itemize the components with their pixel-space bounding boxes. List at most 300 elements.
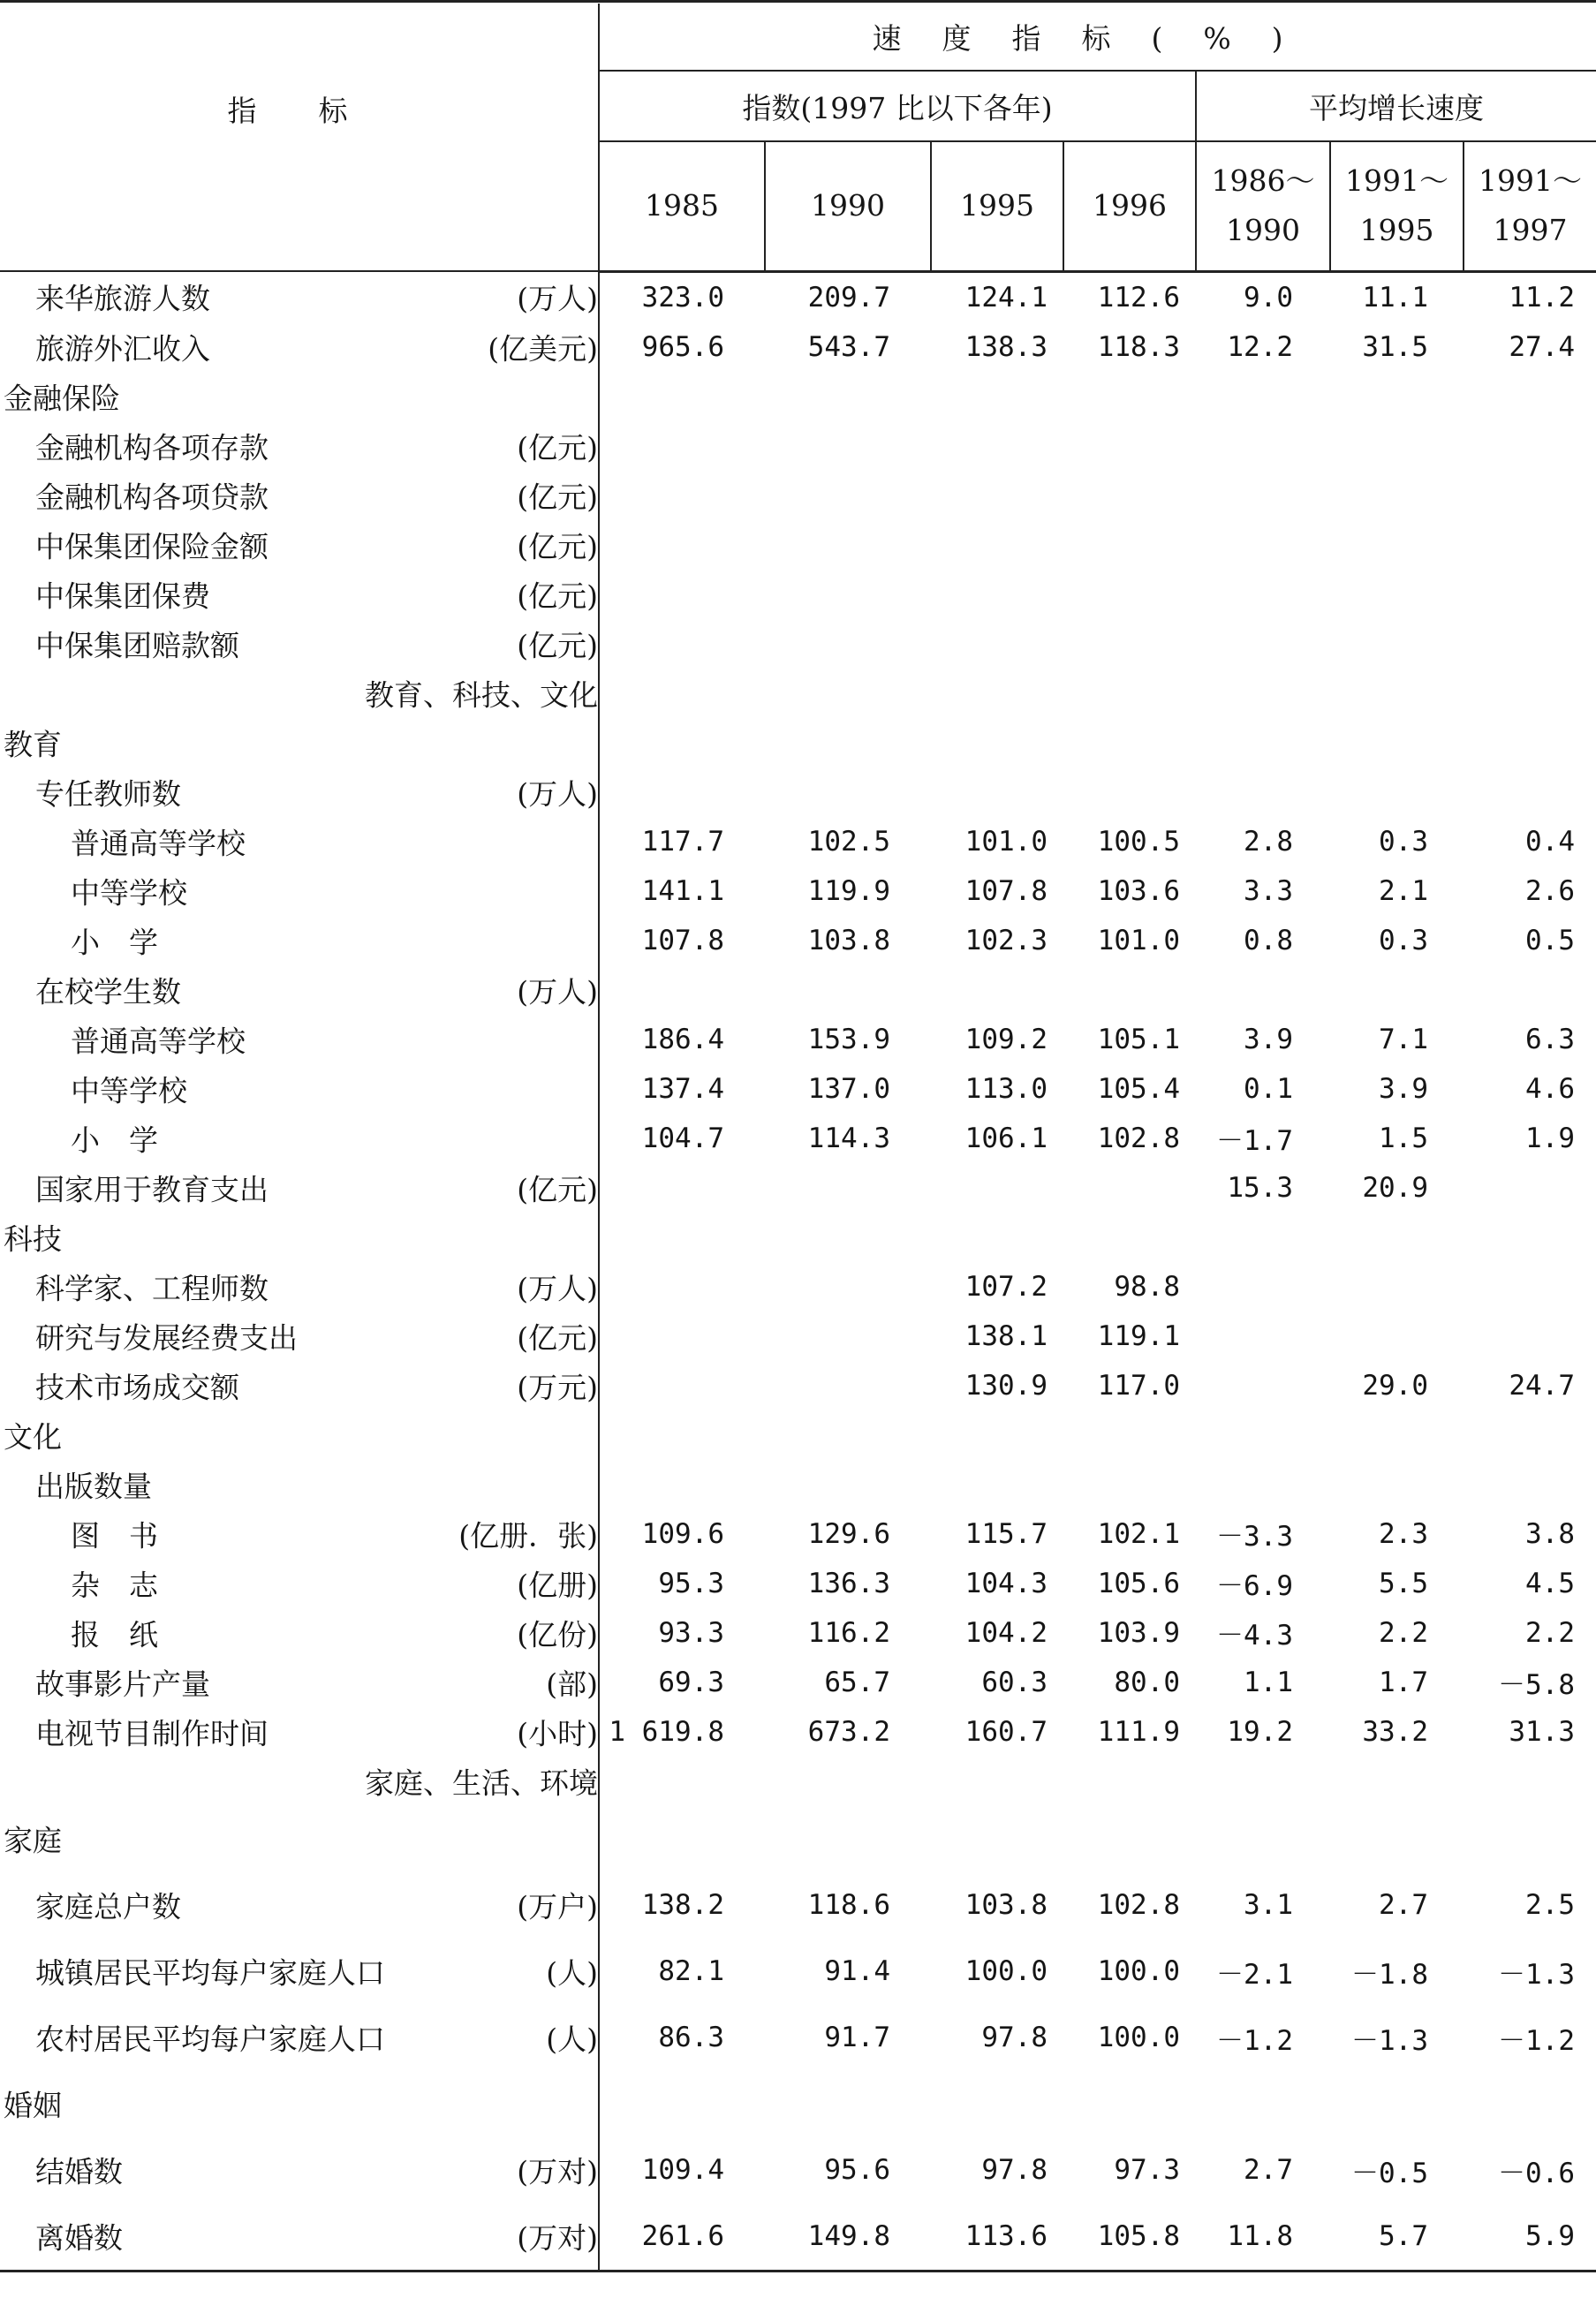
index-value-cell [765,471,931,520]
growth-value-cell: 11.8 [1196,2204,1330,2272]
index-value-cell: 109.6 [641,1517,724,1550]
growth-value-cell [1464,669,1596,718]
growth-value-cell [1330,2071,1464,2137]
index-value-cell [599,1361,765,1410]
growth-value-cell: 2.5 [1525,1889,1576,1921]
growth-value-cell: 11.1 [1362,281,1428,314]
growth-value-cell: 1.1 [1244,1666,1293,1698]
table-row [0,1806,1596,1872]
indicator-cell [0,1312,599,1361]
growth-value-cell: 4.6 [1525,1072,1576,1105]
index-value-cell: 82.1 [658,1955,724,1987]
index-value-cell [1063,1806,1196,1872]
indicator-cell [0,619,599,669]
growth-value-cell: 9.0 [1244,281,1293,314]
index-value-cell: 107.8 [964,874,1048,907]
index-value-cell: 104.7 [641,1122,724,1154]
growth-value-cell: －6.9 [1216,1570,1293,1602]
indicator-cell [0,817,599,866]
indicator-unit: (万元) [517,1370,598,1404]
table-row [0,271,1596,322]
growth-value-cell [1330,471,1464,520]
index-value-cell: 113.6 [931,2204,1063,2272]
growth-value-cell: 2.3 [1379,1517,1428,1550]
index-value-cell: 69.3 [658,1666,724,1698]
growth-value-cell: 2.7 [1244,2154,1293,2186]
index-value-cell: 119.9 [807,874,890,907]
indicator-name: 旅游外汇收入 [35,331,210,366]
table-row [0,322,1596,372]
index-value-cell: 102.5 [807,825,890,858]
index-value-cell [931,1460,1063,1509]
indicator-unit: (万对) [517,2220,598,2256]
index-value-cell [931,1806,1063,1872]
indicator-name: 故事影片产量 [35,1667,210,1701]
index-value-cell [599,372,765,421]
index-value-cell [599,471,765,520]
index-value-cell [599,1262,765,1312]
growth-value-cell [1196,1312,1330,1361]
indicator-name: 结婚数 [35,2154,123,2189]
index-value-cell: 97.3 [1114,2154,1180,2186]
index-value-cell: 102.3 [964,924,1048,956]
index-value-cell: 105.8 [1063,2204,1196,2272]
indicator-unit: (部) [546,1667,598,1701]
index-value-cell [599,965,765,1015]
section-row [0,669,1596,718]
index-value-cell: 102.8 [1097,1122,1180,1154]
indicator-cell [0,1608,599,1658]
index-value-cell: 138.3 [964,330,1048,363]
table-row [0,570,1596,619]
indicator-unit: (亿册．张) [458,1518,598,1553]
index-value-cell: 115.7 [964,1517,1048,1550]
growth-value-cell [1330,1262,1464,1312]
index-value-cell: 673.2 [807,1715,890,1748]
growth-value-cell [1464,1163,1596,1213]
index-value-cell: 109.2 [964,1023,1048,1055]
index-value-cell: 113.0 [964,1072,1048,1105]
table-row [0,1015,1596,1064]
index-value-cell [931,1213,1063,1262]
growth-value-cell [1330,1757,1464,1806]
growth-value-cell: －2.1 [1216,1958,1293,1991]
growth-value-cell: －5.8 [1498,1669,1576,1701]
indicator-cell [0,520,599,570]
indicator-name: 教育 [4,727,62,761]
index-value-cell [931,570,1063,619]
growth-value-cell: 7.1 [1379,1023,1428,1055]
indicator-name: 出版数量 [35,1469,152,1503]
growth-value-cell [1196,520,1330,570]
indicator-cell [0,718,599,767]
growth-value-cell: 0.8 [1244,924,1293,956]
indicator-name: 金融保险 [4,381,120,415]
index-value-cell [1063,1460,1196,1509]
index-value-cell [765,520,931,570]
index-value-cell: 103.8 [807,924,890,956]
indicator-name: 离婚数 [35,2220,123,2256]
growth-value-cell: 0.3 [1379,924,1428,956]
growth-value-cell: 1.9 [1525,1122,1576,1154]
index-value-cell: 149.8 [765,2204,931,2272]
period-from: 1991～ [1345,163,1449,199]
indicator-cell [0,372,599,421]
section-title: 家庭、生活、环境 [365,1765,598,1800]
indicator-cell [0,965,599,1015]
period-to: 1995 [1359,213,1434,248]
table-row [0,1559,1596,1608]
index-value-cell [599,669,765,718]
index-value-cell [931,372,1063,421]
index-value-cell [1063,767,1196,817]
index-value-cell: 261.6 [599,2204,765,2272]
index-value-cell: 124.1 [964,281,1048,314]
indicator-name: 金融机构各项贷款 [35,480,269,514]
section-label-cell [0,1757,599,1806]
index-value-cell: 543.7 [807,330,890,363]
growth-value-cell [1330,520,1464,570]
table-top-rule [0,0,1596,3]
index-value-cell [599,1163,765,1213]
index-value-cell: 100.0 [1097,1955,1180,1987]
year-header-1990: 1990 [765,141,931,271]
index-value-cell: 101.0 [1097,924,1180,956]
growth-value-cell [1196,669,1330,718]
growth-value-cell [1196,1262,1330,1312]
period-header-1991-1997 [1464,141,1596,271]
period-to: 1990 [1226,213,1300,248]
growth-value-cell [1330,421,1464,471]
growth-value-cell [1196,767,1330,817]
indicator-cell [0,471,599,520]
index-value-cell: 102.8 [1097,1889,1180,1921]
indicator-name: 图 书 [71,1518,158,1553]
indicator-header [0,4,599,271]
indicator-cell [0,421,599,471]
table-row [0,2071,1596,2137]
indicator-name: 在校学生数 [35,974,181,1009]
index-value-cell [765,421,931,471]
growth-value-cell: 2.8 [1244,825,1293,858]
indicator-cell [0,1361,599,1410]
index-value-cell: 91.4 [824,1955,890,1987]
indicator-cell [0,2005,599,2071]
indicator-unit: (人) [546,2022,598,2057]
growth-value-cell [1464,619,1596,669]
indicator-cell [0,1509,599,1559]
indicator-unit: (亿元) [517,578,598,613]
growth-value-cell: 6.3 [1525,1023,1576,1055]
growth-value-cell [1330,570,1464,619]
indicator-name: 电视节目制作时间 [35,1716,269,1750]
index-value-cell: 60.3 [981,1666,1048,1698]
growth-value-cell: 31.5 [1362,330,1428,363]
index-value-cell [765,2071,931,2137]
growth-value-cell [1196,1460,1330,1509]
indicator-cell [0,1114,599,1163]
growth-value-cell: 2.6 [1525,874,1576,907]
growth-value-cell: 19.2 [1227,1715,1293,1748]
indicator-cell [0,1064,599,1114]
index-value-cell [765,1163,931,1213]
growth-value-cell: 33.2 [1362,1715,1428,1748]
indicator-unit: (万人) [517,281,598,316]
table-row [0,1939,1596,2005]
index-value-cell [1063,471,1196,520]
indicator-name: 中等学校 [71,1073,187,1107]
table-row [0,916,1596,965]
index-value-cell [599,570,765,619]
indicator-unit: (亿元) [517,628,598,662]
index-value-cell: 116.2 [807,1616,890,1649]
indicator-name: 杂 志 [71,1568,158,1602]
growth-value-cell [1196,1757,1330,1806]
growth-value-cell: 4.5 [1525,1567,1576,1599]
indicator-unit: (亿元) [517,430,598,465]
index-value-cell: 137.0 [807,1072,890,1105]
indicator-cell [0,1806,599,1872]
growth-value-cell [1196,421,1330,471]
growth-value-cell: 5.9 [1464,2204,1596,2272]
index-value-cell: 323.0 [641,281,724,314]
index-value-cell: 138.2 [641,1889,724,1921]
period-from: 1986～ [1211,163,1315,199]
indicator-unit: (亿份) [517,1617,598,1652]
index-value-cell: 91.7 [824,2022,890,2053]
index-value-cell [765,372,931,421]
growth-value-cell [1464,372,1596,421]
growth-value-cell: －1.7 [1216,1125,1293,1157]
growth-value-cell: 15.3 [1227,1171,1293,1204]
indicator-name: 小 学 [71,1123,158,1157]
growth-value-cell [1196,372,1330,421]
indicator-unit: (亿元) [517,529,598,563]
growth-value-cell: 2.7 [1379,1889,1428,1921]
growth-value-cell [1330,965,1464,1015]
growth-value-cell [1330,619,1464,669]
table-row [0,1707,1596,1757]
indicator-name: 金融机构各项存款 [35,430,269,465]
growth-value-cell [1196,965,1330,1015]
year-header-1985: 1985 [599,141,765,271]
index-value-cell [931,471,1063,520]
growth-value-cell: 3.9 [1379,1072,1428,1105]
index-value-cell: 136.3 [807,1567,890,1599]
index-value-cell [1063,570,1196,619]
growth-value-cell: 29.0 [1362,1369,1428,1402]
index-value-cell: 965.6 [641,330,724,363]
indicator-unit: (万人) [517,974,598,1009]
indicator-unit: (万对) [517,2154,598,2189]
growth-value-cell [1196,1410,1330,1460]
growth-value-cell [1464,965,1596,1015]
growth-value-cell: 0.4 [1525,825,1576,858]
growth-value-cell [1196,619,1330,669]
growth-value-cell [1330,372,1464,421]
indicator-cell [0,1707,599,1757]
growth-value-cell [1330,718,1464,767]
growth-value-cell [1464,767,1596,817]
index-value-cell: 100.0 [964,1955,1048,1987]
index-value-cell: 105.1 [1097,1023,1180,1055]
period-header-1991-1995 [1330,141,1464,271]
speed-indicator-title: 速度指标(%) [872,21,1324,56]
index-value-cell [1063,1163,1196,1213]
indicator-cell [0,1213,599,1262]
index-value-cell: 103.9 [1097,1616,1180,1649]
period-to: 1997 [1493,213,1568,248]
indicator-cell [0,2204,599,2272]
indicator-name: 家庭总户数 [35,1889,181,1924]
indicator-name: 中保集团赔款额 [35,628,239,662]
index-value-cell: 97.8 [981,2022,1048,2053]
table-row [0,1064,1596,1114]
indicator-name: 国家用于教育支出 [35,1172,269,1206]
growth-value-cell [1464,1757,1596,1806]
indicator-cell [0,1410,599,1460]
indicator-name: 中保集团保险金额 [35,529,269,563]
growth-value-cell [1330,1460,1464,1509]
table-row [0,1872,1596,1939]
growth-value-cell [1196,2071,1330,2137]
indicator-cell [0,1015,599,1064]
growth-value-cell [1196,718,1330,767]
indicator-name: 婚姻 [4,2088,62,2123]
index-value-cell: 107.8 [641,924,724,956]
index-value-cell [1063,1410,1196,1460]
index-value-cell: 117.7 [641,825,724,858]
table-row [0,718,1596,767]
indicator-cell [0,322,599,372]
growth-value-cell: 0.1 [1244,1072,1293,1105]
index-value-cell [599,1312,765,1361]
indicator-name: 中等学校 [71,875,187,910]
index-value-cell: 111.9 [1097,1715,1180,1748]
index-value-cell [765,965,931,1015]
index-value-cell: 86.3 [658,2022,724,2053]
indicator-name: 来华旅游人数 [35,281,210,316]
indicator-unit: (亿册) [517,1568,598,1602]
index-value-cell: 137.4 [641,1072,724,1105]
index-value-cell [1063,965,1196,1015]
growth-value-cell: 2.2 [1379,1616,1428,1649]
indicator-unit: (小时) [517,1716,598,1750]
index-value-cell: 100.5 [1097,825,1180,858]
growth-value-cell: －1.2 [1216,2024,1293,2057]
indicator-unit: (万人) [517,1271,598,1305]
growth-value-cell [1464,1410,1596,1460]
growth-value-cell [1464,1460,1596,1509]
indicator-name: 报 纸 [71,1617,158,1652]
year-header-1996: 1996 [1063,141,1196,271]
index-value-cell: 103.8 [964,1889,1048,1921]
growth-value-cell [1330,1410,1464,1460]
index-value-cell [765,1262,931,1312]
index-value-cell [599,2071,765,2137]
index-value-cell [599,1806,765,1872]
index-value-cell: 141.1 [641,874,724,907]
growth-value-cell: 24.7 [1509,1369,1576,1402]
indicator-cell [0,1262,599,1312]
table-row [0,767,1596,817]
growth-value-cell: －0.5 [1351,2157,1428,2189]
indicator-cell [0,1939,599,2005]
index-value-cell [1063,372,1196,421]
growth-value-cell: －1.2 [1498,2024,1576,2057]
growth-value-cell: 5.5 [1379,1567,1428,1599]
indicator-unit: (亿元) [517,1172,598,1206]
indicator-unit: (万人) [517,776,598,811]
indicator-name: 小 学 [71,925,158,959]
table-row [0,421,1596,471]
index-value-cell [599,619,765,669]
growth-value-cell: 0.5 [1525,924,1576,956]
index-value-cell [599,1460,765,1509]
growth-value-cell: －0.6 [1498,2157,1576,2189]
index-value-cell: 129.6 [807,1517,890,1550]
table-row [0,965,1596,1015]
table-row [0,1114,1596,1163]
index-value-cell: 100.0 [1097,2022,1180,2053]
index-value-cell: 138.1 [964,1319,1048,1352]
indicator-unit: (亿元) [517,1320,598,1355]
indicator-name: 专任教师数 [35,776,181,811]
growth-value-cell: 3.3 [1244,874,1293,907]
indicator-name: 技术市场成交额 [35,1370,239,1404]
indicator-name: 科学家、工程师数 [35,1271,269,1305]
speed-indicator-header [599,4,1596,71]
growth-value-cell [1464,570,1596,619]
index-value-cell [931,1410,1063,1460]
index-value-cell [1063,1757,1196,1806]
index-value-cell: 101.0 [964,825,1048,858]
index-value-cell [931,619,1063,669]
index-value-cell: 105.4 [1097,1072,1180,1105]
index-value-cell: 118.3 [1097,330,1180,363]
period-header-1986-1990 [1196,141,1330,271]
growth-value-cell [1330,1213,1464,1262]
growth-value-cell [1464,718,1596,767]
indicator-name: 普通高等学校 [71,1024,246,1058]
growth-value-cell [1196,471,1330,520]
index-value-cell: 80.0 [1114,1666,1180,1698]
index-value-cell: 98.8 [1114,1270,1180,1303]
index-value-cell: 1 619.8 [609,1715,724,1748]
growth-value-cell: 27.4 [1509,330,1576,363]
index-value-cell [1063,421,1196,471]
index-value-cell [931,520,1063,570]
table-row [0,817,1596,866]
index-value-cell [931,718,1063,767]
index-value-cell: 209.7 [807,281,890,314]
index-value-cell [931,669,1063,718]
index-value-cell [765,1213,931,1262]
table-row [0,2137,1596,2204]
growth-value-cell [1196,570,1330,619]
indicator-header-label: 指标 [227,93,410,128]
index-value-cell [765,619,931,669]
table-row [0,2204,1596,2272]
index-value-cell: 104.3 [964,1567,1048,1599]
index-value-cell [765,669,931,718]
indicator-name: 文化 [4,1419,62,1454]
table-row [0,1608,1596,1658]
growth-value-cell: 20.9 [1362,1171,1428,1204]
growth-value-cell: 5.7 [1330,2204,1464,2272]
growth-group-header: 平均增长速度 [1196,71,1596,141]
index-value-cell: 95.6 [824,2154,890,2186]
